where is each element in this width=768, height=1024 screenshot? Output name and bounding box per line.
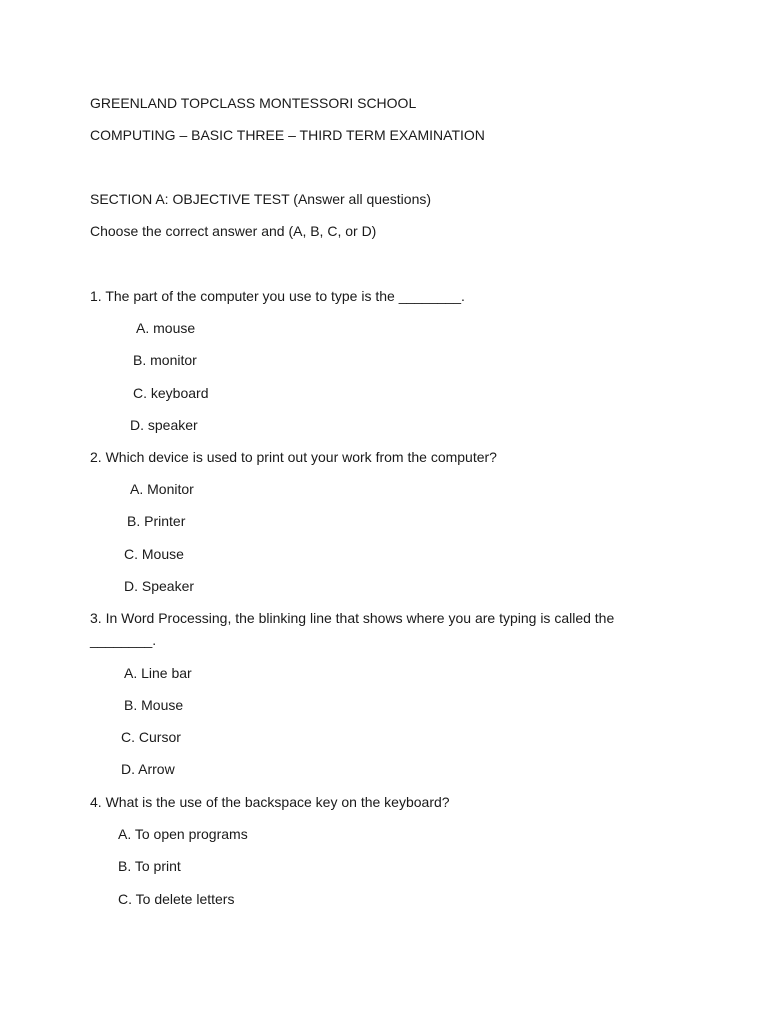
question-1-option-b: B. monitor (133, 352, 197, 368)
question-3: 3. In Word Processing, the blinking line that shows where you are typing is called the ________. (90, 610, 615, 648)
question-2-option-c: C. Mouse (124, 546, 184, 562)
exam-title: COMPUTING – BASIC THREE – THIRD TERM EXAMINATION (90, 127, 485, 143)
question-3-option-b: B. Mouse (124, 697, 184, 713)
question-2-option-a: A. Monitor (130, 481, 194, 497)
question-4-option-a: A. To open programs (118, 826, 248, 842)
question-2-option-d: D. Speaker (124, 578, 195, 594)
question-2: 2. Which device is used to print out your work from the computer? (90, 449, 497, 465)
question-1-option-d: D. speaker (130, 417, 198, 433)
question-1-option-c: C. keyboard (133, 385, 209, 401)
question-1: 1. The part of the computer you use to type is the ________. (90, 288, 465, 304)
question-3-option-a: A. Line bar (124, 665, 192, 681)
section-instruction: Choose the correct answer and (A, B, C, or D) (90, 223, 377, 239)
question-4-option-c: C. To delete letters (118, 891, 235, 907)
school-name: GREENLAND TOPCLASS MONTESSORI SCHOOL (90, 95, 417, 111)
question-3-option-c: C. Cursor (121, 729, 181, 745)
question-2-option-b: B. Printer (127, 513, 186, 529)
question-4-option-b: B. To print (118, 858, 181, 874)
question-4: 4. What is the use of the backspace key on the keyboard? (90, 794, 450, 810)
question-1-option-a: A. mouse (136, 320, 196, 336)
question-3-option-d: D. Arrow (121, 761, 175, 777)
section-title: SECTION A: OBJECTIVE TEST (Answer all questions) (90, 191, 432, 207)
